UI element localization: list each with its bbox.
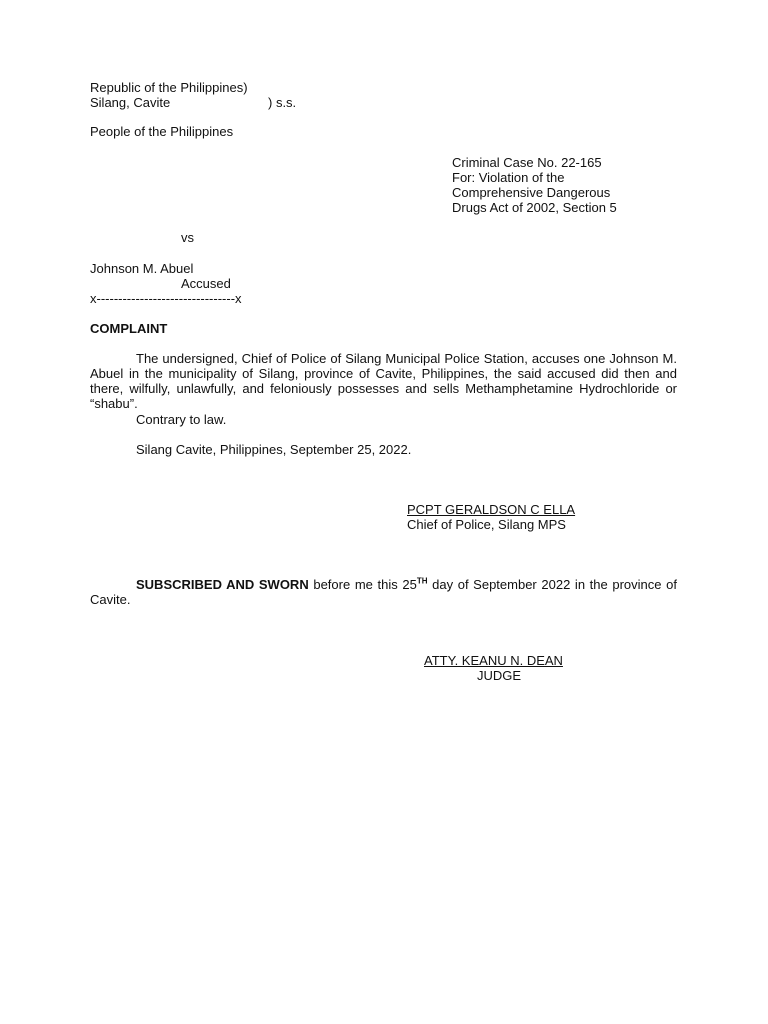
venue-ss: ) s.s. — [268, 95, 297, 110]
accused-name: Johnson M. Abuel — [90, 261, 194, 276]
case-offense-line-1: For: Violation of the — [452, 170, 565, 185]
complaint-body: The undersigned, Chief of Police of Silang Municipal Police Station, accuses one Johnson M. Abuel in the municipality of Silang, province of Cavite, Philippines, the said accused did then and there, wilfully, unlawfully, and feloniously possesses and sells Methamphetamine Hydrochloride or “shabu”. — [90, 351, 677, 411]
jurat-text-after: day of September 2022 in the province of Cavite. — [90, 577, 677, 607]
caption-separator: x--------------------------------x — [90, 291, 242, 306]
jurat-bold-lead: SUBSCRIBED AND SWORN — [136, 577, 309, 592]
case-number: Criminal Case No. 22-165 — [452, 155, 602, 170]
administering-officer-name: ATTY. KEANU N. DEAN — [424, 653, 563, 668]
accused-label: Accused — [181, 276, 231, 291]
date-and-place: Silang Cavite, Philippines, September 25, 2022. — [136, 442, 412, 457]
complainant-name: PCPT GERALDSON C ELLA — [407, 502, 576, 517]
contrary-to-law: Contrary to law. — [136, 412, 227, 427]
jurat-ordinal-suffix: TH — [416, 576, 428, 586]
case-offense-line-2: Comprehensive Dangerous — [452, 185, 611, 200]
plaintiff-name: People of the Philippines — [90, 124, 234, 139]
jurat-paragraph — [90, 577, 677, 607]
complaint-title: COMPLAINT — [90, 321, 168, 336]
venue-republic: Republic of the Philippines) — [90, 80, 248, 95]
versus-label: vs — [181, 230, 194, 245]
venue-province: Silang, Cavite — [90, 95, 171, 110]
administering-officer-title: JUDGE — [477, 668, 522, 683]
jurat-text-before: before me this 25 — [308, 577, 417, 592]
case-offense-line-3: Drugs Act of 2002, Section 5 — [452, 200, 617, 215]
complainant-title: Chief of Police, Silang MPS — [407, 517, 566, 532]
